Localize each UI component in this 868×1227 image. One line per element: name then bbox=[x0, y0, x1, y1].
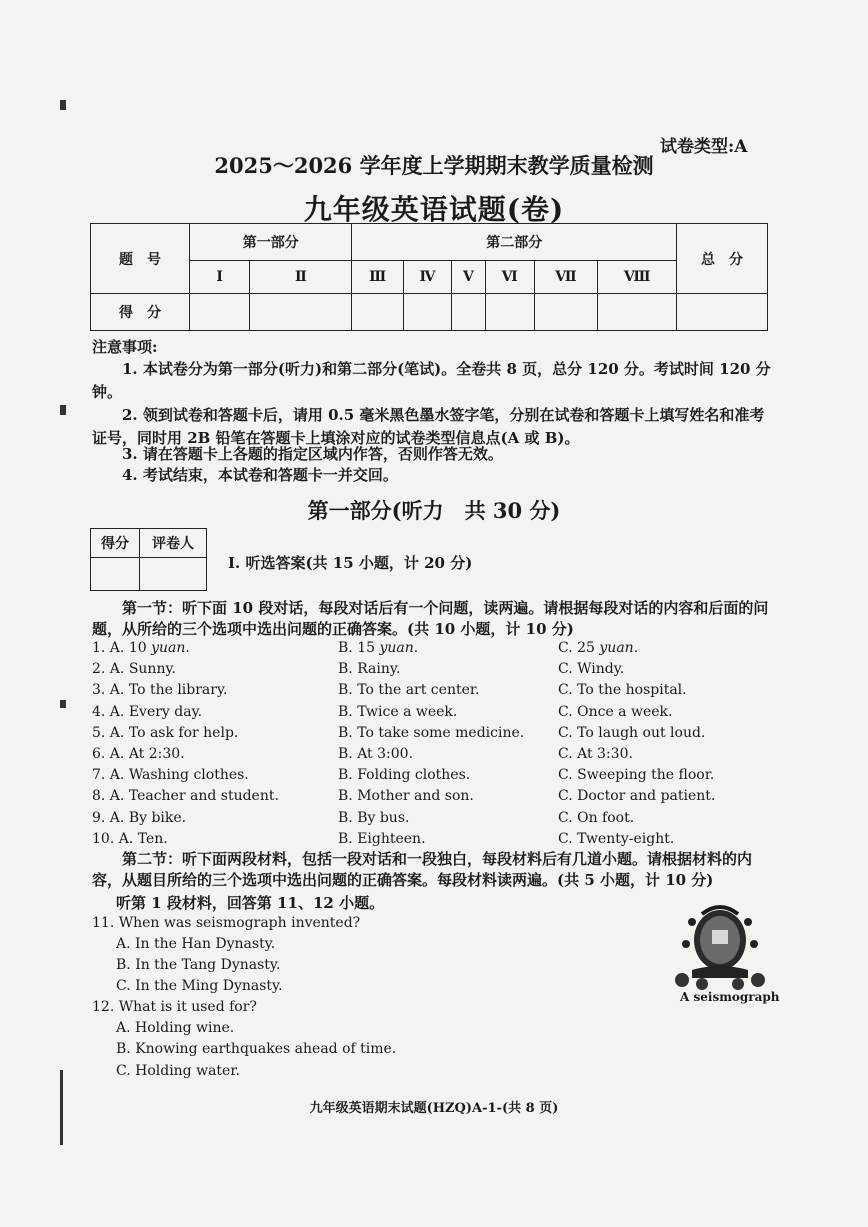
column-label: Ⅶ bbox=[534, 261, 598, 294]
option: C. In the Ming Dynasty. bbox=[116, 978, 283, 994]
question-number-label: 题 号 bbox=[91, 224, 190, 294]
score-table bbox=[90, 223, 768, 331]
question-3-option-b: B. To the art center. bbox=[338, 682, 480, 699]
note-item: 4. 考试结束，本试卷和答题卡一并交回。 bbox=[122, 466, 398, 484]
grader-name-label: 评卷人 bbox=[140, 529, 207, 558]
question-2-option-b: B. Rainy. bbox=[338, 661, 401, 678]
question-1-option-a: 1. A. 10 yuan. bbox=[92, 640, 190, 656]
part1-header: 第一部分 bbox=[190, 224, 352, 261]
score-row-label: 得 分 bbox=[91, 294, 190, 331]
note-item: 1. 本试卷分为第一部分(听力)和第二部分(笔试)。全卷共 8 页，总分 120 分。考试时间 120 分钟。 bbox=[92, 360, 771, 401]
question-10-option-c: C. Twenty-eight. bbox=[558, 830, 675, 847]
score-cell[interactable] bbox=[452, 294, 486, 331]
exam-subtitle: 九年级英语试题(卷) bbox=[303, 193, 565, 226]
question-11: 11. When was seismograph invented? bbox=[92, 915, 361, 931]
score-cell[interactable] bbox=[485, 294, 534, 331]
score-cell[interactable] bbox=[250, 294, 352, 331]
grader-score-cell[interactable] bbox=[91, 558, 140, 591]
grader-box bbox=[90, 528, 207, 591]
seismograph-image bbox=[672, 900, 768, 992]
column-label: Ⅰ bbox=[190, 261, 250, 294]
column-label: Ⅴ bbox=[452, 261, 486, 294]
question-6-option-a: 6. A. At 2:30. bbox=[92, 746, 185, 762]
question-2-option-a: 2. A. Sunny. bbox=[92, 661, 176, 678]
question-4-option-b: B. Twice a week. bbox=[338, 703, 458, 720]
question-8-option-b: B. Mother and son. bbox=[338, 788, 474, 805]
total-score-label: 总 分 bbox=[677, 224, 768, 294]
section2-instructions: 第二节：听下面两段材料，包括一段对话和一段独白，每段材料后有几道小题。请根据材料的内容，从题目所给的三个选项中选出问题的正确答案。每段材料读两遍。(共 5 小题，计 10 分) bbox=[92, 850, 753, 889]
question-4-option-c: C. Once a week. bbox=[558, 703, 673, 720]
question-8-option-c: C. Doctor and patient. bbox=[558, 788, 716, 805]
score-cell[interactable] bbox=[534, 294, 598, 331]
page-footer: 九年级英语期末试题(HZQ)A-1-(共 8 页) bbox=[309, 1101, 559, 1116]
question-3-option-a: 3. A. To the library. bbox=[92, 682, 228, 699]
margin-mark bbox=[60, 405, 66, 415]
question-6-option-c: C. At 3:30. bbox=[558, 746, 633, 762]
score-cell[interactable] bbox=[403, 294, 451, 331]
section-title: Ⅰ. 听选答案(共 15 小题，计 20 分) bbox=[228, 554, 473, 572]
question-6-option-b: B. At 3:00. bbox=[338, 746, 414, 762]
option: B. Knowing earthquakes ahead of time. bbox=[116, 1041, 397, 1057]
question-1-option-c: C. 25 yuan. bbox=[558, 640, 639, 656]
note-item: 3. 请在答题卡上各题的指定区域内作答，否则作答无效。 bbox=[122, 445, 503, 463]
margin-mark bbox=[60, 700, 66, 708]
option: B. In the Tang Dynasty. bbox=[116, 957, 281, 973]
part1-title: 第一部分(听力 共 30 分) bbox=[307, 498, 561, 523]
paper-type: 试卷类型:A bbox=[660, 137, 748, 157]
material-instruction: 听第 1 段材料，回答第 11、12 小题。 bbox=[116, 894, 385, 912]
part2-header: 第二部分 bbox=[352, 224, 677, 261]
total-score-cell[interactable] bbox=[677, 294, 768, 331]
image-caption: A seismograph bbox=[680, 990, 780, 1004]
question-5-option-a: 5. A. To ask for help. bbox=[92, 724, 239, 741]
question-8-option-a: 8. A. Teacher and student. bbox=[92, 788, 279, 805]
notes-title: 注意事项: bbox=[92, 338, 158, 356]
note-item: 2. 领到试卷和答题卡后，请用 0.5 毫米黑色墨水签字笔，分别在试卷和答题卡上填写姓名和准考证号，同时用 2B 铅笔在答题卡上填涂对应的试卷类型信息点(A 或 B)。 bbox=[92, 406, 765, 447]
question-9-option-b: B. By bus. bbox=[338, 809, 410, 826]
score-cell[interactable] bbox=[352, 294, 403, 331]
margin-mark bbox=[60, 100, 66, 110]
option: C. Holding water. bbox=[116, 1063, 240, 1079]
question-7-option-b: B. Folding clothes. bbox=[338, 767, 471, 784]
column-label: Ⅲ bbox=[352, 261, 403, 294]
question-5-option-c: C. To laugh out loud. bbox=[558, 724, 706, 741]
question-7-option-c: C. Sweeping the floor. bbox=[558, 767, 715, 784]
question-10-option-b: B. Eighteen. bbox=[338, 830, 426, 847]
question-9-option-c: C. On foot. bbox=[558, 809, 635, 826]
question-9-option-a: 9. A. By bike. bbox=[92, 809, 187, 826]
grader-score-label: 得分 bbox=[91, 529, 140, 558]
column-label: Ⅵ bbox=[485, 261, 534, 294]
question-3-option-c: C. To the hospital. bbox=[558, 682, 687, 699]
grader-name-cell[interactable] bbox=[140, 558, 207, 591]
question-10-option-a: 10. A. Ten. bbox=[92, 830, 168, 847]
question-1-option-b: B. 15 yuan. bbox=[338, 640, 419, 656]
column-label: Ⅳ bbox=[403, 261, 451, 294]
option: A. In the Han Dynasty. bbox=[116, 936, 276, 952]
column-label: Ⅷ bbox=[598, 261, 677, 294]
exam-title: 2025～2026 学年度上学期期末教学质量检测 bbox=[214, 153, 654, 178]
score-cell[interactable] bbox=[190, 294, 250, 331]
question-5-option-b: B. To take some medicine. bbox=[338, 724, 525, 741]
column-label: Ⅱ bbox=[250, 261, 352, 294]
question-2-option-c: C. Windy. bbox=[558, 661, 625, 678]
question-4-option-a: 4. A. Every day. bbox=[92, 703, 203, 720]
section1-instructions: 第一节：听下面 10 段对话，每段对话后有一个问题，读两遍。请根据每段对话的内容和后面的问题，从所给的三个选项中选出问题的正确答案。(共 10 小题，计 10 分) bbox=[92, 599, 769, 638]
question-7-option-a: 7. A. Washing clothes. bbox=[92, 767, 249, 784]
question-12: 12. What is it used for? bbox=[92, 999, 257, 1015]
score-cell[interactable] bbox=[598, 294, 677, 331]
option: A. Holding wine. bbox=[116, 1020, 235, 1036]
